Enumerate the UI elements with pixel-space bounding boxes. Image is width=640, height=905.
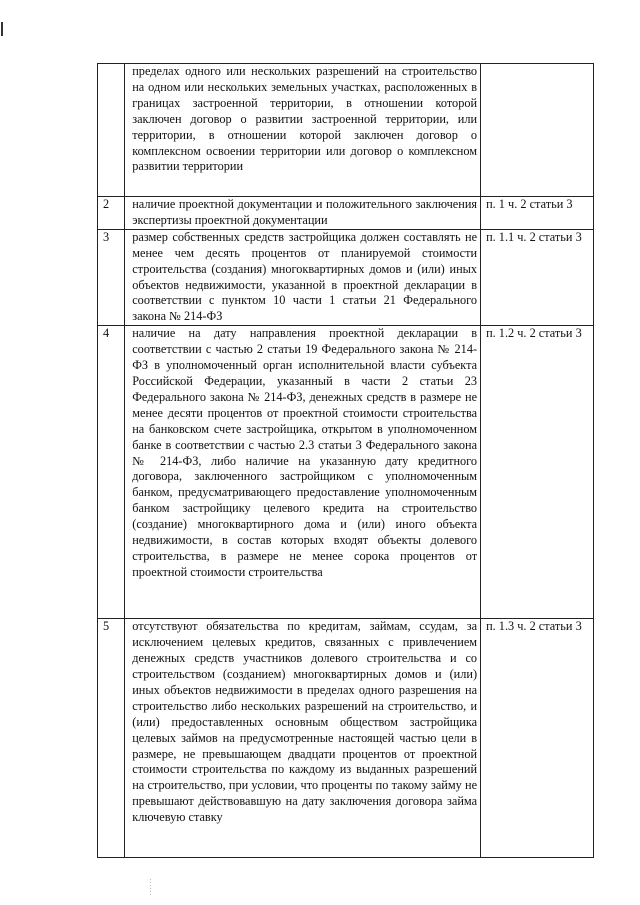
table-row [98, 197, 594, 230]
row-requirement-text: пределах одного или нескольких разрешений на строительство на одном или нескольких земельных участках, расположенных в границах застроенной территории, в отношении которой заключен договор о развитии застроенной территории, или территории, в отношении которой заключен договор о комплексном освоении территории или договор о комплексном развитии территории [125, 64, 481, 197]
row-number: 2 [98, 197, 125, 230]
margin-mark [1, 22, 3, 36]
table-row [98, 619, 594, 858]
row-requirement-text: отсутствуют обязательства по кредитам, займам, ссудам, за исключением целевых кредитов, связанных с привлечением денежных средств участников долевого строительства и со строительством (созданием) многоквартирных домов и (или) иных объектов недвижимости в пределах одного разрешения на строительство либо нескольких разрешений на строительство, и (или) предоставленных основным обществом застройщика целевых займов на предусмотренные настоящей частью цели в размере, не превышающем двадцати процентов от проектной стоимости строительства по каждому из выданных разрешений на строительство, при условии, что проценты по такому займу не превышают действовавшую на дату заключения договора займа ключевую ставку [125, 619, 481, 858]
requirements-table [97, 63, 594, 858]
row-requirement-text: наличие на дату направления проектной декларации в соответствии с частью 2 статьи 19 Федерального закона № 214-ФЗ в уполномоченный орган исполнительной власти субъекта Российской Федерации, указанный в части 2 статьи 23 Федерального закона № 214-ФЗ, денежных средств в размере не менее десяти процентов от проектной стоимости строительства на банковском счете застройщика, открытом в уполномоченном банке в соответствии с частью 2.3 статьи 3 Федерального закона № 214-ФЗ, либо наличие на указанную дату кредитного договора, заключенного застройщиком с уполномоченным банком, предусматривающего предоставление уполномоченным банком застройщику целевого кредита на строительство (создание) многоквартирного дома и (или) иного объекта недвижимости, в состав которых входят объекты долевого строительства, в размере не менее сорока процентов от проектной стоимости строительства [125, 326, 481, 619]
row-legal-reference: п. 1.3 ч. 2 статьи 3 [481, 619, 594, 858]
row-legal-reference: п. 1.2 ч. 2 статьи 3 [481, 326, 594, 619]
table-row [98, 229, 594, 325]
row-legal-reference: п. 1.1 ч. 2 статьи 3 [481, 229, 594, 325]
table-row [98, 326, 594, 619]
row-requirement-text: наличие проектной документации и положительного заключения экспертизы проектной документации [125, 197, 481, 230]
row-number: 3 [98, 229, 125, 325]
row-number: 4 [98, 326, 125, 619]
row-number [98, 64, 125, 197]
row-legal-reference: п. 1 ч. 2 статьи 3 [481, 197, 594, 230]
row-requirement-text: размер собственных средств застройщика должен составлять не менее чем десять процентов от планируемой стоимости строительства (создания) многоквартирных домов и (или) иных объектов недвижимости, указанной в проектной декларации в соответствии с пунктом 10 части 1 статьи 21 Федерального закона № 214-ФЗ [125, 229, 481, 325]
row-number: 5 [98, 619, 125, 858]
table-row [98, 64, 594, 197]
row-legal-reference [481, 64, 594, 197]
scan-artifact [150, 879, 151, 895]
